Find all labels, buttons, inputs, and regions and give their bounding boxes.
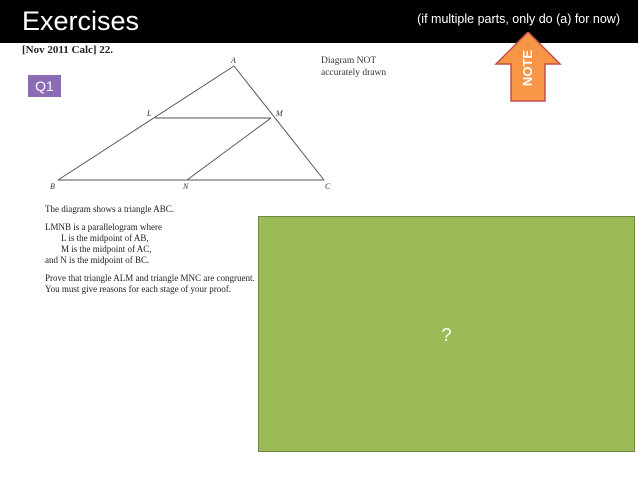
point-label-a: A xyxy=(231,56,236,65)
problem-p2-line4: and N is the midpoint of BC. xyxy=(45,255,150,265)
problem-p2 xyxy=(45,222,275,266)
problem-p1: The diagram shows a triangle ABC. xyxy=(45,204,174,214)
question-source: [Nov 2011 Calc] 22. xyxy=(22,44,114,56)
side-ac xyxy=(234,66,324,180)
problem-p3 xyxy=(45,273,275,295)
problem-text xyxy=(45,204,275,302)
point-label-l: L xyxy=(147,109,152,118)
point-label-m: M xyxy=(276,109,283,118)
answer-placeholder: ? xyxy=(441,325,452,345)
problem-p3-line1: Prove that triangle ALM and triangle MNC are congruent. xyxy=(45,273,255,283)
diagram-note-line2: accurately drawn xyxy=(321,68,387,78)
slide-title: Exercises xyxy=(22,6,140,36)
problem-p2-line3: M is the midpoint of AC, xyxy=(61,244,152,254)
diagram-note-line1: Diagram NOT xyxy=(321,56,377,66)
side-ab xyxy=(58,66,234,180)
slide-subtitle: (if multiple parts, only do (a) for now) xyxy=(417,12,620,26)
point-label-n: N xyxy=(183,182,189,191)
point-label-b: B xyxy=(50,182,55,191)
problem-p2-line2: L is the midpoint of AB, xyxy=(61,233,149,243)
problem-p3-line2: You must give reasons for each stage of your proof. xyxy=(45,284,232,294)
point-label-c: C xyxy=(325,182,331,191)
problem-p2-line1: LMNB is a parallelogram where xyxy=(45,222,162,232)
segment-mn xyxy=(187,118,271,180)
note-label: NOTE xyxy=(520,49,535,87)
question-badge: Q1 xyxy=(28,75,61,97)
answer-reveal-box[interactable] xyxy=(258,216,635,452)
triangle-diagram xyxy=(0,0,638,200)
